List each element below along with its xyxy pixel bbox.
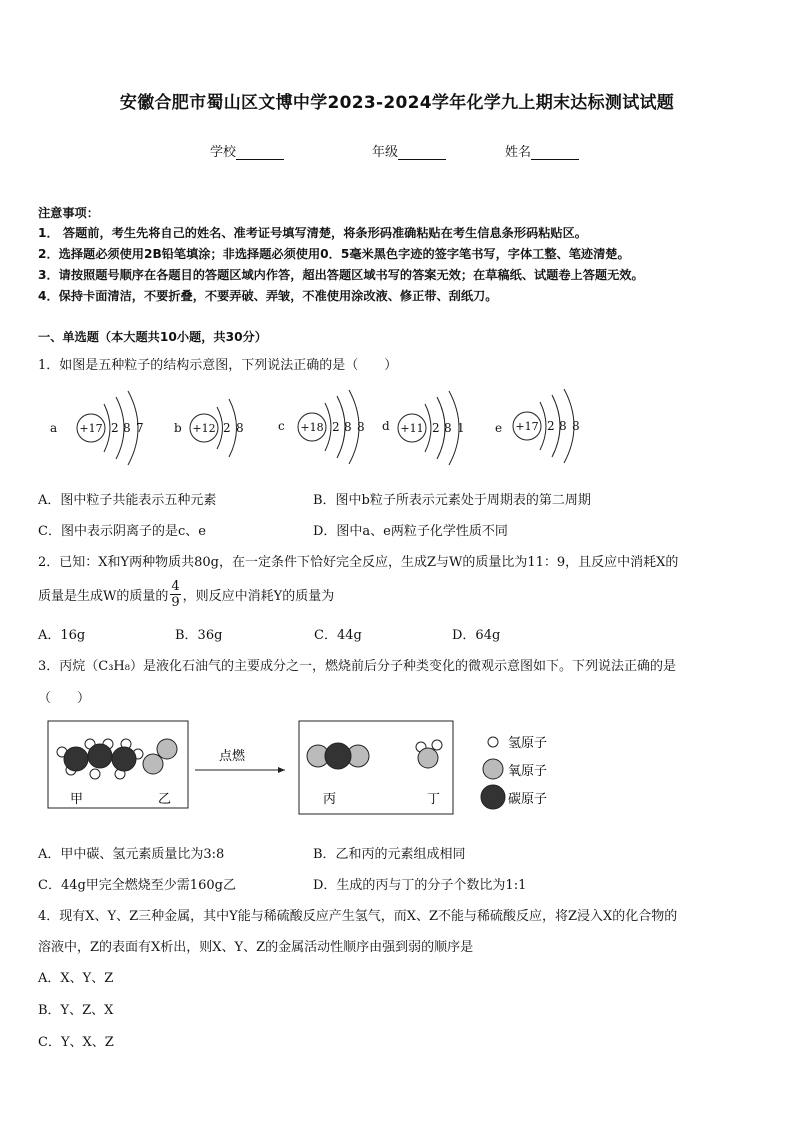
fraction-denominator: 9 bbox=[171, 595, 180, 610]
particle-a-shell: 7 bbox=[136, 421, 144, 435]
propane-molecule bbox=[57, 739, 143, 779]
particle-e-nucleus: +17 bbox=[515, 420, 539, 433]
notice-heading: 注意事项： bbox=[38, 206, 99, 220]
particle-c-shell: 2 bbox=[332, 420, 340, 434]
particle-e-label: e bbox=[495, 421, 503, 435]
oxygen-molecule bbox=[143, 739, 177, 774]
particle-c-shell: 8 bbox=[357, 420, 365, 434]
q2-option-c[interactable]: C．44g bbox=[314, 628, 362, 643]
question-3-stem-line1: 3．丙烷（C₃H₈）是液化石油气的主要成分之一，燃烧前后分子种类变化的微观示意图如下。下列说法正确的是 bbox=[38, 659, 676, 674]
fraction bbox=[170, 579, 180, 610]
grade-blank[interactable] bbox=[398, 145, 446, 160]
notice-item: 2．选择题必须使用2B铅笔填涂；非选择题必须使用0．5毫米黑色字迹的签字笔书写，字体工整、笔迹清楚。 bbox=[38, 247, 630, 261]
particle-d-shell: 1 bbox=[457, 421, 465, 435]
particle-e-shell: 8 bbox=[572, 419, 580, 433]
q3-option-b[interactable]: B．乙和丙的元素组成相同 bbox=[313, 847, 466, 862]
q3-option-a[interactable]: A．甲中碳、氢元素质量比为3:8 bbox=[38, 847, 225, 862]
particle-d-label: d bbox=[382, 419, 390, 433]
legend-hydrogen: 氢原子 bbox=[508, 736, 548, 751]
question-4-stem-line2: 溶液中，Z的表面有X析出，则X、Y、Z的金属活动性顺序由强到弱的顺序是 bbox=[38, 940, 474, 955]
carbon-atom-icon bbox=[481, 785, 505, 809]
fraction-numerator: 4 bbox=[171, 579, 180, 594]
question-4-stem-line1: 4．现有X、Y、Z三种金属，其中Y能与稀硫酸反应产生氢气，而X、Z不能与稀硫酸反应，将Z浸入X的化合物的 bbox=[38, 909, 678, 924]
q2-option-a[interactable]: A．16g bbox=[38, 628, 86, 643]
label-bing: 丙 bbox=[323, 792, 337, 807]
particle-e-shell: 2 bbox=[547, 419, 555, 433]
section-heading: 一、单选题（本大题共10小题，共30分） bbox=[38, 330, 267, 344]
particle-b-label: b bbox=[174, 421, 182, 435]
q3-option-c[interactable]: C．44g甲完全燃烧至少需160g乙 bbox=[38, 878, 236, 893]
name-label: 姓名 bbox=[505, 145, 532, 160]
notice-item: 1． 答题前，考生先将自己的姓名、准考证号填写清楚，将条形码准确粘贴在考生信息条形码粘贴区。 bbox=[38, 226, 587, 240]
notice-item: 4．保持卡面清洁，不要折叠，不要弄破、弄皱，不准使用涂改液、修正带、刮纸刀。 bbox=[38, 289, 498, 303]
particle-d-shell: 2 bbox=[432, 421, 440, 435]
question-1-stem: 1．如图是五种粒子的结构示意图，下列说法正确的是（ ） bbox=[38, 358, 398, 373]
q4-option-b[interactable]: B．Y、Z、X bbox=[38, 1003, 114, 1018]
legend-oxygen: 氧原子 bbox=[508, 764, 548, 779]
particle-a-shell: 2 bbox=[111, 421, 119, 435]
particle-b-nucleus: +12 bbox=[192, 422, 216, 435]
q3-option-d[interactable]: D．生成的丙与丁的分子个数比为1:1 bbox=[313, 878, 527, 893]
co2-molecule bbox=[307, 743, 369, 769]
particle-b-shell: 8 bbox=[236, 421, 244, 435]
q1-option-c[interactable]: C．图中表示阴离子的是c、e bbox=[38, 524, 206, 539]
particle-b-shell: 2 bbox=[223, 421, 231, 435]
particle-c bbox=[278, 390, 365, 464]
grade-label: 年级 bbox=[372, 145, 399, 160]
school-label: 学校 bbox=[210, 145, 237, 160]
q2-option-d[interactable]: D．64g bbox=[452, 628, 501, 643]
school-field[interactable] bbox=[210, 141, 284, 160]
q1-option-b[interactable]: B．图中b粒子所表示元素处于周期表的第二周期 bbox=[313, 493, 591, 508]
question-2-stem-line2 bbox=[38, 579, 334, 610]
particle-d bbox=[382, 391, 465, 465]
particle-c-nucleus: +18 bbox=[300, 421, 324, 434]
question-3-stem-line2: （ ） bbox=[38, 691, 91, 706]
hydrogen-atom-icon bbox=[488, 737, 498, 747]
q1-option-a[interactable]: A．图中粒子共能表示五种元素 bbox=[38, 493, 217, 508]
notice-item: 3．请按照题号顺序在各题目的答题区域内作答，超出答题区域书写的答案无效；在草稿纸、试题卷上答题无效。 bbox=[38, 268, 644, 282]
particle-a-nucleus: +17 bbox=[79, 422, 103, 435]
q4-option-a[interactable]: A．X、Y、Z bbox=[38, 971, 114, 986]
question-2-stem-line1: 2．已知：X和Y两种物质共80g，在一定条件下恰好完全反应，生成Z与W的质量比为11：9，且反应中消耗X的 bbox=[38, 555, 679, 570]
particle-e-shell: 8 bbox=[559, 419, 567, 433]
water-molecule bbox=[416, 740, 442, 768]
q2-stem-post: ，则反应中消耗Y的质量为 bbox=[182, 589, 335, 604]
particle-a bbox=[50, 391, 144, 465]
combustion-diagram bbox=[40, 712, 600, 822]
name-field[interactable] bbox=[505, 141, 579, 160]
name-blank[interactable] bbox=[531, 145, 579, 160]
particle-e bbox=[495, 389, 580, 463]
oxygen-atom-icon bbox=[483, 759, 503, 779]
legend bbox=[481, 736, 547, 809]
particle-a-label: a bbox=[50, 421, 58, 435]
particle-b bbox=[174, 399, 244, 457]
label-jia: 甲 bbox=[70, 792, 84, 807]
label-ding: 丁 bbox=[427, 792, 441, 807]
arrow-label: 点燃 bbox=[219, 749, 246, 764]
school-blank[interactable] bbox=[236, 145, 284, 160]
particle-c-shell: 8 bbox=[344, 420, 352, 434]
label-yi: 乙 bbox=[158, 792, 172, 807]
q2-stem-pre: 质量是生成W的质量的 bbox=[38, 589, 169, 604]
page-title: 安徽合肥市蜀山区文博中学2023-2024学年化学九上期末达标测试试题 bbox=[119, 93, 675, 113]
atom-structure-diagram bbox=[40, 385, 600, 475]
grade-field[interactable] bbox=[372, 141, 446, 160]
particle-a-shell: 8 bbox=[123, 421, 131, 435]
q4-option-c[interactable]: C．Y、X、Z bbox=[38, 1035, 114, 1050]
particle-d-shell: 8 bbox=[444, 421, 452, 435]
legend-carbon: 碳原子 bbox=[508, 792, 548, 807]
q2-option-b[interactable]: B．36g bbox=[175, 628, 223, 643]
q1-option-d[interactable]: D．图中a、e两粒子化学性质不同 bbox=[313, 524, 508, 539]
particle-c-label: c bbox=[278, 419, 285, 433]
particle-d-nucleus: +11 bbox=[400, 422, 424, 435]
